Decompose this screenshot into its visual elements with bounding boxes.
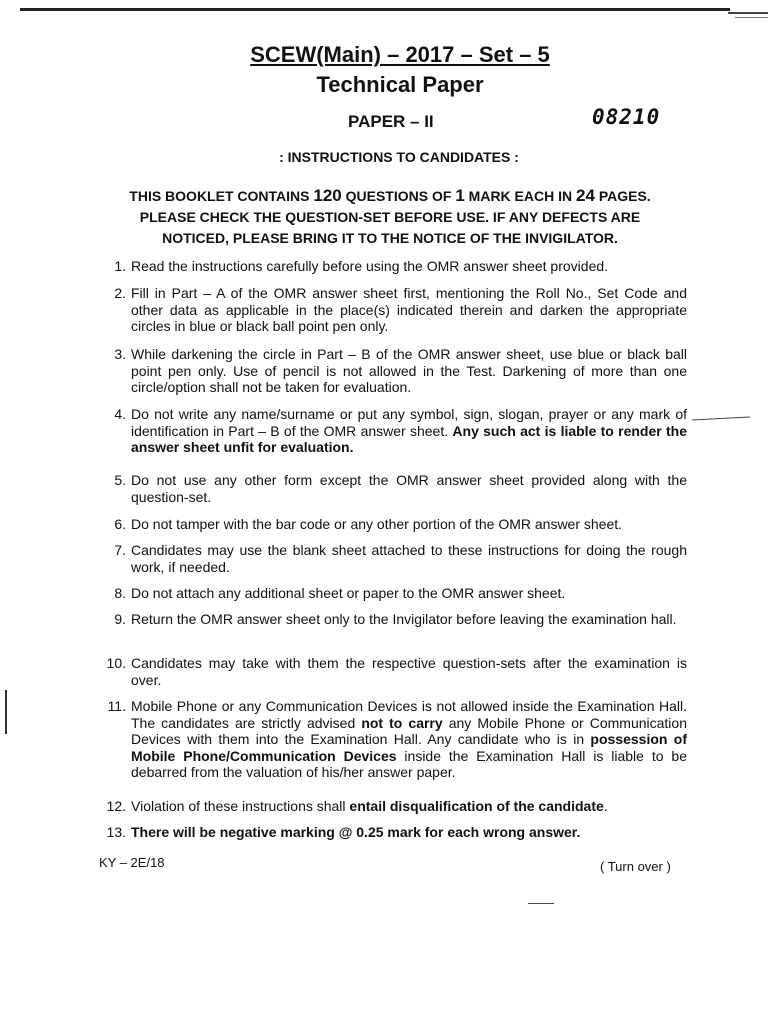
turn-over-note: ( Turn over ) <box>600 859 671 874</box>
top-border-line <box>20 8 730 11</box>
instructions-heading: : INSTRUCTIONS TO CANDIDATES : <box>279 149 519 165</box>
booklet-serial-number: 08210 <box>592 105 661 129</box>
booklet-code: KY – 2E/18 <box>99 855 165 870</box>
item-number: 7. <box>114 542 126 558</box>
item-text: Mobile Phone or any Communication Devices is not allowed inside the Examination Hall. The candidates are strictly advised not to carry any Mobile Phone or Communication Devices with them into the Examination Hall. Any candidate who is in possession of Mobile Phone/Communication Devices inside the Examination Hall is liable to be debarred from the valuation of his/her answer paper. <box>131 698 687 780</box>
booklet-notice <box>110 185 670 249</box>
paper-number: PAPER – II <box>348 112 434 131</box>
left-margin-mark <box>5 690 7 734</box>
item-text: Read the instructions carefully before using the OMR answer sheet provided. <box>131 258 609 274</box>
item-text: While darkening the circle in Part – B of the OMR answer sheet, use blue or black ball point pen only. Use of pencil is not allowed in the Test. Darkening of more than one circle/option shall not be taken for evaluation. <box>131 346 687 395</box>
item-text: There will be negative marking @ 0.25 mark for each wrong answer. <box>131 824 581 840</box>
item-number: 6. <box>114 516 126 532</box>
top-border-line-3 <box>735 17 768 18</box>
item-number: 12. <box>106 798 126 814</box>
item-text: Candidates may take with them the respective question-sets after the examination is over. <box>131 655 687 688</box>
item-text: Fill in Part – A of the OMR answer sheet first, mentioning the Roll No., Set Code and other data as applicable in the place(s) indicated therein and darken the appropriate circles in blue or black ball point pen only. <box>131 285 687 334</box>
top-border-line-2 <box>728 12 768 14</box>
right-margin-mark <box>692 416 750 420</box>
notice-line-2: PLEASE CHECK THE QUESTION-SET BEFORE USE. IF ANY DEFECTS ARE <box>139 209 641 225</box>
item-number: 2. <box>114 285 126 301</box>
item-text: Do not attach any additional sheet or paper to the OMR answer sheet. <box>131 585 566 601</box>
item-number: 13. <box>106 824 126 840</box>
item-text: Do not tamper with the bar code or any other portion of the OMR answer sheet. <box>131 516 623 532</box>
item-number: 3. <box>114 346 126 362</box>
item-number: 1. <box>114 258 126 274</box>
paper-subtitle: Technical Paper <box>316 72 484 97</box>
item-text: Violation of these instructions shall entail disqualification of the candidate. <box>131 798 608 814</box>
item-text: Do not use any other form except the OMR answer sheet provided along with the question-set. <box>131 472 687 505</box>
item-number: 8. <box>114 585 126 601</box>
item-number: 9. <box>114 611 126 627</box>
item-number: 4. <box>114 406 126 422</box>
notice-line-3: NOTICED, PLEASE BRING IT TO THE NOTICE OF THE INVIGILATOR. <box>162 230 618 246</box>
item-text: Candidates may use the blank sheet attached to these instructions for doing the rough work, if needed. <box>131 542 687 575</box>
item-text: Return the OMR answer sheet only to the Invigilator before leaving the examination hall. <box>131 611 677 627</box>
item-text: Do not write any name/surname or put any symbol, sign, slogan, prayer or any mark of identification in Part – B of the OMR answer sheet. Any such act is liable to render the answer sheet unfit for evaluation. <box>131 406 687 455</box>
notice-line-1: THIS BOOKLET CONTAINS 120 QUESTIONS OF 1 MARK EACH IN 24 PAGES. <box>129 186 651 205</box>
item-number: 5. <box>114 472 126 488</box>
item-number: 11. <box>107 698 126 714</box>
item-number: 10. <box>106 655 126 671</box>
bottom-margin-mark <box>528 903 554 904</box>
exam-title: SCEW(Main) – 2017 – Set – 5 <box>250 42 550 67</box>
